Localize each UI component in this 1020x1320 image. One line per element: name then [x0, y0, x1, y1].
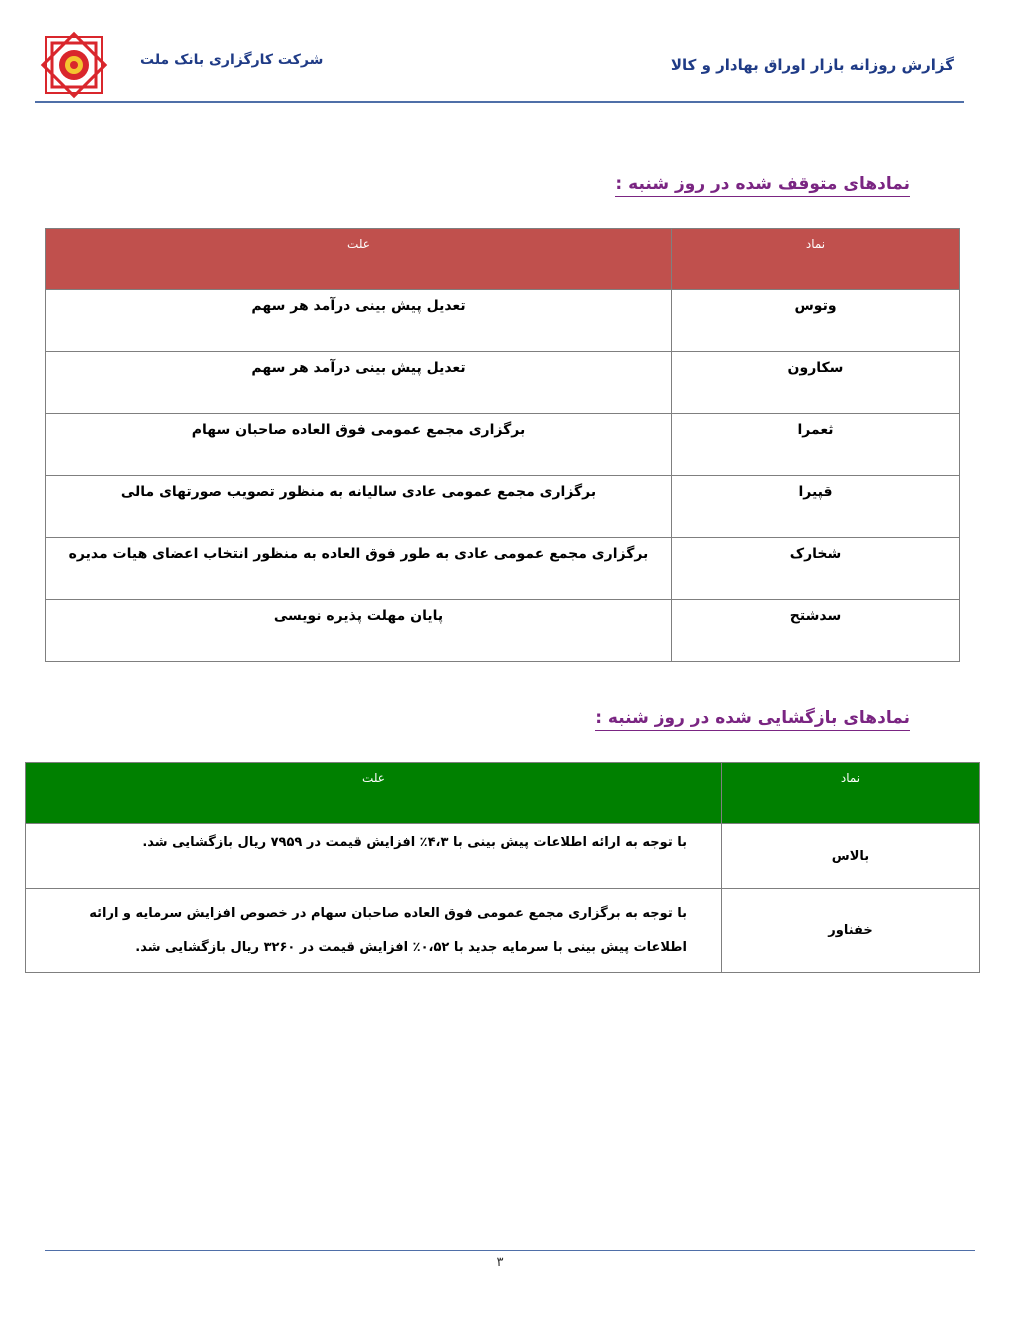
table-row: [26, 824, 980, 889]
halted-symbols-heading: نمادهای متوقف شده در روز شنبه :: [615, 174, 910, 194]
table-row: [46, 352, 960, 414]
reason-cell: تعدیل پیش بینی درآمد هر سهم: [46, 290, 672, 352]
table-row: [46, 290, 960, 352]
reason-cell: با توجه به ارائه اطلاعات پیش بینی با ۴،۳٪ افزایش قیمت در ۷۹۵۹ ریال بازگشایی شد.: [26, 824, 722, 889]
reason-cell: برگزاری مجمع عمومی عادی سالیانه به منظور تصویب صورتهای مالی: [46, 476, 672, 538]
reason-cell: با توجه به برگزاری مجمع عمومی فوق العاده صاحبان سهام در خصوص افزایش سرمایه و ارائه اطلاعات پیش بینی با سرمایه جدید با ۰،۵۲٪ افزایش قیمت در ۳۲۶۰ ریال بازگشایی شد.: [26, 889, 722, 973]
table-row: [46, 600, 960, 662]
bank-mellat-logo: [40, 31, 108, 99]
table-row: [46, 538, 960, 600]
symbol-cell: شخارک: [672, 538, 960, 600]
column-header-symbol: نماد: [672, 229, 960, 290]
symbol-cell: وتوس: [672, 290, 960, 352]
table-row: [26, 889, 980, 973]
symbol-cell: سدشتح: [672, 600, 960, 662]
footer-divider: [45, 1250, 975, 1251]
table-row: [46, 414, 960, 476]
reason-cell: پایان مهلت پذیره نویسی: [46, 600, 672, 662]
table-row: [46, 476, 960, 538]
reason-cell: برگزاری مجمع عمومی عادی به طور فوق العاده به منظور انتخاب اعضای هیات مدیره: [46, 538, 672, 600]
report-title: گزارش روزانه بازار اوراق بهادار و کالا: [670, 56, 954, 74]
halted-symbols-table: [45, 228, 960, 662]
table-header-row: [26, 763, 980, 824]
reopened-symbols-table: [25, 762, 980, 973]
symbol-cell: بالاس: [722, 824, 980, 889]
company-name: شرکت کارگزاری بانک ملت: [140, 52, 324, 68]
reopened-symbols-heading: نمادهای بازگشایی شده در روز شنبه :: [595, 708, 910, 728]
column-header-reason: علت: [26, 763, 722, 824]
header-divider: [35, 101, 964, 103]
symbol-cell: خفناور: [722, 889, 980, 973]
page-number: ۳: [496, 1255, 504, 1270]
reason-cell: تعدیل پیش بینی درآمد هر سهم: [46, 352, 672, 414]
table-header-row: [46, 229, 960, 290]
column-header-symbol: نماد: [722, 763, 980, 824]
column-header-reason: علت: [46, 229, 672, 290]
reason-cell: برگزاری مجمع عمومی فوق العاده صاحبان سهام: [46, 414, 672, 476]
symbol-cell: سکارون: [672, 352, 960, 414]
symbol-cell: قپیرا: [672, 476, 960, 538]
symbol-cell: ثعمرا: [672, 414, 960, 476]
